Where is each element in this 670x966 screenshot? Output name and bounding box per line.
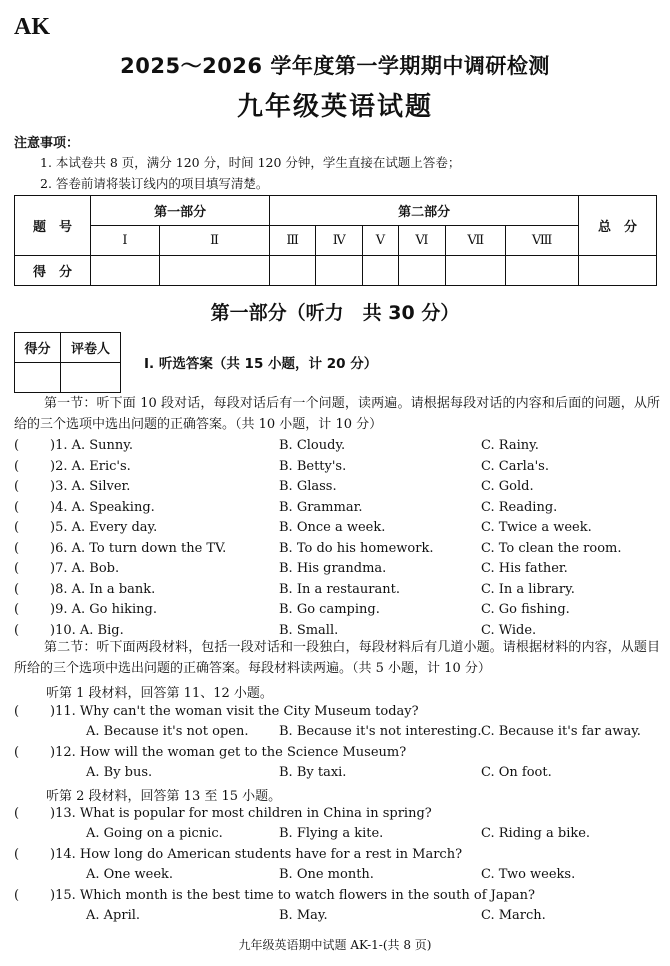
option-c: C. March.	[481, 908, 546, 923]
col-3: Ⅲ	[270, 226, 316, 256]
score-cell[interactable]	[579, 256, 657, 286]
page-footer: 九年级英语期中试题 AK-1-(共 8 页)	[238, 938, 432, 952]
option-c: C. Wide.	[481, 622, 537, 638]
option-c: C. Twice a week.	[481, 520, 592, 535]
section-heading: Ⅰ. 听选答案（共 15 小题，计 20 分）	[144, 356, 378, 372]
grader-name-label: 评卷人	[61, 333, 121, 363]
option-b: B. In a restaurant.	[279, 581, 400, 597]
grader-score-label: 得分	[15, 333, 61, 363]
question-12-options	[0, 765, 670, 783]
answer-paren[interactable]: (	[14, 847, 20, 862]
option-b: B. Glass.	[279, 479, 337, 494]
section2-intro: 第二节：听下面两段材料，包括一段对话和一段独白，每段材料后有几道小题。请根据材料的内容，从题目所给的三个选项中选出问题的正确答案。每段材料读两遍。（共 5 小题，计 10 分）	[14, 640, 660, 676]
option-b: B. Grammar.	[279, 499, 363, 515]
question-row	[0, 438, 670, 456]
option-c: C. Two weeks.	[481, 867, 576, 882]
question-14	[0, 847, 670, 865]
option-b: B. Flying a kite.	[279, 826, 384, 841]
listen-instruction-2: 听第 2 段材料，回答第 13 至 15 小题。	[46, 789, 282, 804]
option-a: A. Going on a picnic.	[86, 826, 223, 841]
option-a: A. April.	[86, 908, 141, 923]
question-12	[0, 745, 670, 763]
option-c: C. Go fishing.	[481, 602, 570, 617]
option-b: B. Once a week.	[279, 520, 386, 535]
score-cell[interactable]	[363, 256, 398, 286]
col-5: Ⅴ	[363, 226, 398, 256]
part-title: 第一部分（听力 共 30 分）	[210, 302, 460, 324]
question-stem: )12. How will the woman get to the Science Museum?	[50, 745, 407, 760]
option-b: B. His grandma.	[279, 561, 387, 576]
question-11	[0, 704, 670, 722]
option-c: C. Carla's.	[481, 458, 549, 474]
question-row	[0, 541, 670, 559]
option-b: B. By taxi.	[279, 765, 347, 780]
answer-paren[interactable]: (	[14, 745, 20, 760]
option-a: )3. A. Silver.	[50, 479, 131, 494]
answer-paren[interactable]: (	[14, 520, 20, 535]
score-cell[interactable]	[91, 256, 160, 286]
grader-score-cell[interactable]	[15, 363, 61, 393]
option-a: )8. A. In a bank.	[50, 581, 156, 597]
col-4: Ⅳ	[316, 226, 363, 256]
grader-box	[14, 332, 121, 393]
score-cell[interactable]	[506, 256, 579, 286]
option-b: B. Because it's not interesting.	[279, 724, 482, 739]
col-2: Ⅱ	[159, 226, 269, 256]
notice-title: 注意事项：	[14, 136, 80, 151]
option-a: )7. A. Bob.	[50, 561, 120, 576]
option-c: C. His father.	[481, 561, 568, 576]
option-c: C. Reading.	[481, 499, 558, 515]
option-b: B. Cloudy.	[279, 438, 346, 453]
col-7: Ⅶ	[446, 226, 506, 256]
option-c: C. Gold.	[481, 479, 534, 494]
answer-paren[interactable]: (	[14, 602, 20, 617]
answer-paren[interactable]: (	[14, 888, 20, 903]
option-a: A. Because it's not open.	[86, 724, 249, 739]
option-b: B. May.	[279, 908, 328, 923]
option-a: )4. A. Speaking.	[50, 499, 155, 515]
option-a: A. By bus.	[86, 765, 153, 780]
option-c: C. Rainy.	[481, 438, 539, 453]
exam-title: 2025～2026 学年度第一学期期中调研检测	[120, 54, 550, 78]
option-a: )9. A. Go hiking.	[50, 602, 157, 617]
paper-code: AK	[14, 14, 50, 40]
answer-paren[interactable]: (	[14, 581, 20, 597]
question-row	[0, 479, 670, 497]
answer-paren[interactable]: (	[14, 622, 20, 638]
answer-paren[interactable]: (	[14, 438, 20, 453]
question-14-options	[0, 867, 670, 885]
option-a: A. One week.	[86, 867, 174, 882]
option-c: C. Riding a bike.	[481, 826, 591, 841]
score-cell[interactable]	[159, 256, 269, 286]
score-cell[interactable]	[270, 256, 316, 286]
option-c: C. Because it's far away.	[481, 724, 641, 739]
answer-paren[interactable]: (	[14, 499, 20, 515]
question-stem: )13. What is popular for most children in China in spring?	[50, 806, 432, 821]
question-row	[0, 582, 670, 600]
score-cell[interactable]	[398, 256, 446, 286]
grader-name-cell[interactable]	[61, 363, 121, 393]
option-c: C. To clean the room.	[481, 540, 622, 556]
answer-paren[interactable]: (	[14, 479, 20, 494]
question-number-label: 题 号	[15, 196, 91, 256]
answer-paren[interactable]: (	[14, 561, 20, 576]
score-cell[interactable]	[446, 256, 506, 286]
option-b: B. One month.	[279, 867, 374, 882]
question-stem: )15. Which month is the best time to watch flowers in the south of Japan?	[50, 888, 536, 903]
option-c: C. In a library.	[481, 581, 575, 597]
option-a: )10. A. Big.	[50, 622, 124, 638]
score-cell[interactable]	[316, 256, 363, 286]
col-1: Ⅰ	[91, 226, 160, 256]
question-13-options	[0, 826, 670, 844]
part2-header: 第二部分	[270, 196, 579, 226]
col-8: Ⅷ	[506, 226, 579, 256]
col-6: Ⅵ	[398, 226, 446, 256]
notice-item-1: 1. 本试卷共 8 页，满分 120 分，时间 120 分钟，学生直接在试题上答卷；	[40, 155, 461, 170]
question-stem: )14. How long do American students have for a rest in March?	[50, 847, 463, 862]
question-row	[0, 500, 670, 518]
part1-header: 第一部分	[91, 196, 270, 226]
option-a: )6. A. To turn down the TV.	[50, 540, 227, 556]
score-label: 得 分	[15, 256, 91, 286]
listen-instruction-1: 听第 1 段材料，回答第 11、12 小题。	[46, 686, 273, 701]
question-row	[0, 602, 670, 620]
notice-item-2: 2. 答卷前请将装订线内的项目填写清楚。	[40, 176, 269, 191]
option-b: B. Betty's.	[279, 458, 347, 474]
option-b: B. Go camping.	[279, 602, 380, 617]
option-a: )5. A. Every day.	[50, 520, 158, 535]
answer-paren[interactable]: (	[14, 806, 20, 821]
section1-intro: 第一节：听下面 10 段对话，每段对话后有一个问题，读两遍。请根据每段对话的内容和后面的问题，从所给的三个选项中选出问题的正确答案。（共 10 小题，计 10 分）	[14, 396, 660, 432]
answer-paren[interactable]: (	[14, 704, 20, 719]
option-b: B. To do his homework.	[279, 540, 434, 556]
question-row	[0, 561, 670, 579]
score-table	[14, 195, 657, 286]
option-a: )2. A. Eric's.	[50, 458, 131, 474]
question-15	[0, 888, 670, 906]
question-15-options	[0, 908, 670, 926]
answer-paren[interactable]: (	[14, 458, 20, 474]
question-row	[0, 520, 670, 538]
answer-paren[interactable]: (	[14, 540, 20, 556]
exam-subtitle: 九年级英语试题	[236, 92, 433, 122]
question-11-options	[0, 724, 670, 742]
option-c: C. On foot.	[481, 765, 552, 780]
question-row	[0, 459, 670, 477]
question-13	[0, 806, 670, 824]
option-b: B. Small.	[279, 622, 339, 638]
question-stem: )11. Why can't the woman visit the City Museum today?	[50, 704, 419, 719]
total-label: 总 分	[579, 196, 657, 256]
option-a: )1. A. Sunny.	[50, 438, 134, 453]
